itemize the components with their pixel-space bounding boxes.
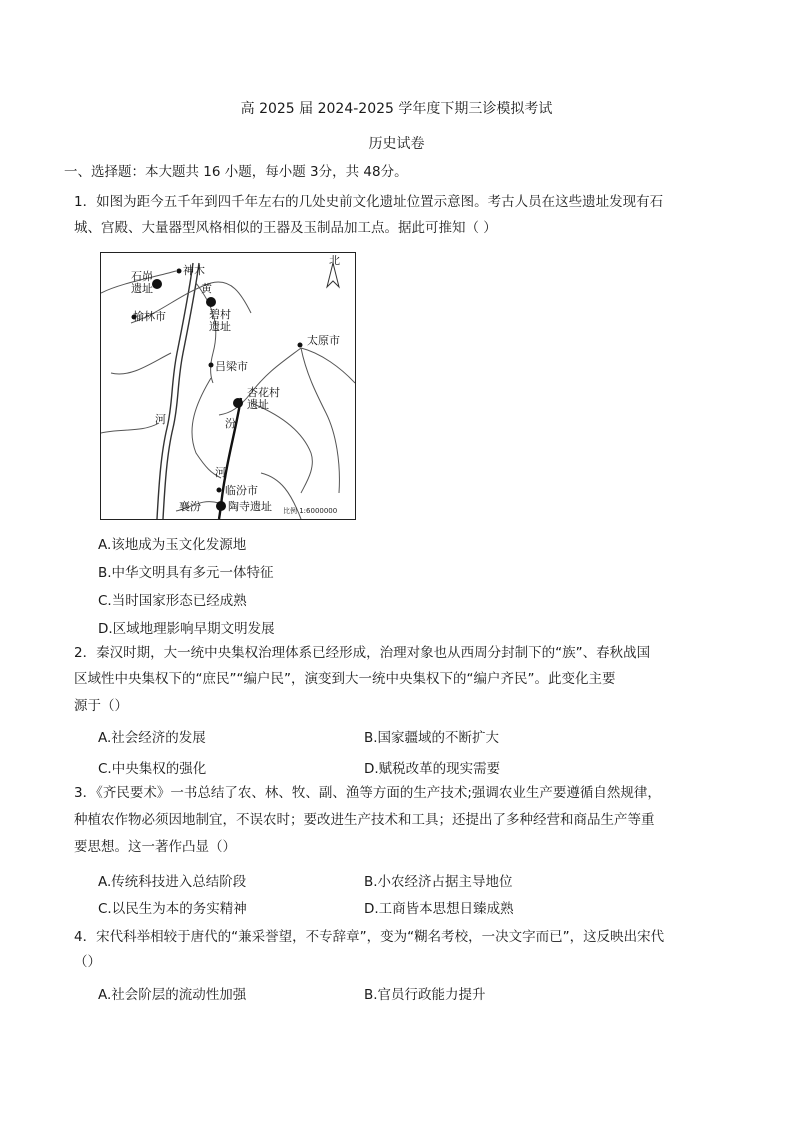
q3-stem-line2: 种植农作物必须因地制宜，不误农时；要改进生产技术和工具；还提出了多种经营和商品生产等重	[74, 812, 655, 828]
q4-option-a[interactable]: A.社会阶层的流动性加强	[98, 987, 247, 1003]
river-label-fen: 汾	[225, 417, 236, 430]
exam-title: 高 2025 届 2024-2025 学年度下期三诊模拟考试	[240, 101, 553, 117]
river-label-he2: 河	[215, 466, 226, 479]
site-map	[100, 252, 356, 520]
q2-option-a[interactable]: A.社会经济的发展	[98, 730, 206, 746]
section-heading: 一、选择题：本大题共 16 小题，每小题 3分，共 48分。	[64, 164, 408, 180]
bicun-site-label: 碧村遗址	[209, 308, 231, 333]
q4-option-b[interactable]: B.官员行政能力提升	[364, 987, 486, 1003]
q2-stem-line2: 区域性中央集权下的“庶民”“编户民”，演变到大一统中央集权下的“编户齐民”。此变化主要	[74, 671, 616, 687]
q3-option-c[interactable]: C.以民生为本的务实精神	[98, 901, 247, 917]
q3-stem-line1: 3．《齐民要术》一书总结了农、林、牧、副、渔等方面的生产技术;强调农业生产要遵循自然规律，	[74, 785, 661, 801]
q1-option-d[interactable]: D.区域地理影响早期文明发展	[98, 621, 275, 637]
taiyuan-label: 太原市	[307, 334, 340, 347]
yulin-label: 榆林市	[133, 310, 166, 323]
q1-option-a[interactable]: A.该地成为玉文化发源地	[98, 537, 247, 553]
q4-stem-line1: 4．宋代科举相较于唐代的“兼采誉望，不专辞章”，变为“糊名考校，一决文字而已”，这反映出宋代	[74, 929, 665, 945]
q2-stem-line1: 2．秦汉时期，大一统中央集权治理体系已经形成，治理对象也从西周分封制下的“族”、春秋战国	[74, 645, 651, 661]
shenmu-label: 神木	[183, 264, 205, 277]
map-scale: 比例 1:6000000	[283, 507, 338, 515]
xiangfen-label: 襄汾	[179, 500, 201, 513]
linfen-label: 临汾市	[225, 484, 258, 497]
q4-stem-line2: （）	[74, 954, 101, 970]
q2-option-d[interactable]: D.赋税改革的现实需要	[364, 761, 501, 777]
exam-subtitle: 历史试卷	[368, 136, 425, 152]
shimao-site-label: 石峁遗址	[131, 270, 153, 295]
north-label: 北	[329, 254, 340, 267]
taosi-site-label: 陶寺遗址	[228, 500, 272, 513]
q3-option-a[interactable]: A.传统科技进入总结阶段	[98, 874, 247, 890]
lvliang-label: 吕梁市	[215, 360, 248, 373]
huang-label: 黄	[201, 282, 212, 295]
q1-option-c[interactable]: C.当时国家形态已经成熟	[98, 593, 247, 609]
q1-stem-line1: 1．如图为距今五千年到四千年左右的几处史前文化遗址位置示意图。考古人员在这些遗址发现有石	[74, 194, 664, 210]
xinghuacun-site-label: 杏花村遗址	[247, 386, 280, 411]
river-label-he: 河	[155, 413, 166, 426]
q3-option-d[interactable]: D.工商皆本思想日臻成熟	[364, 901, 514, 917]
q1-option-b[interactable]: B.中华文明具有多元一体特征	[98, 565, 274, 581]
q2-stem-line3: 源于（）	[74, 698, 128, 714]
q3-option-b[interactable]: B.小农经济占据主导地位	[364, 874, 513, 890]
q3-stem-line3: 要思想。这一著作凸显（）	[74, 839, 236, 855]
q2-option-b[interactable]: B.国家疆域的不断扩大	[364, 730, 500, 746]
q2-option-c[interactable]: C.中央集权的强化	[98, 761, 207, 777]
q1-stem-line2: 城、宫殿、大量器型风格相似的王器及玉制品加工点。据此可推知（ ）	[74, 220, 497, 236]
